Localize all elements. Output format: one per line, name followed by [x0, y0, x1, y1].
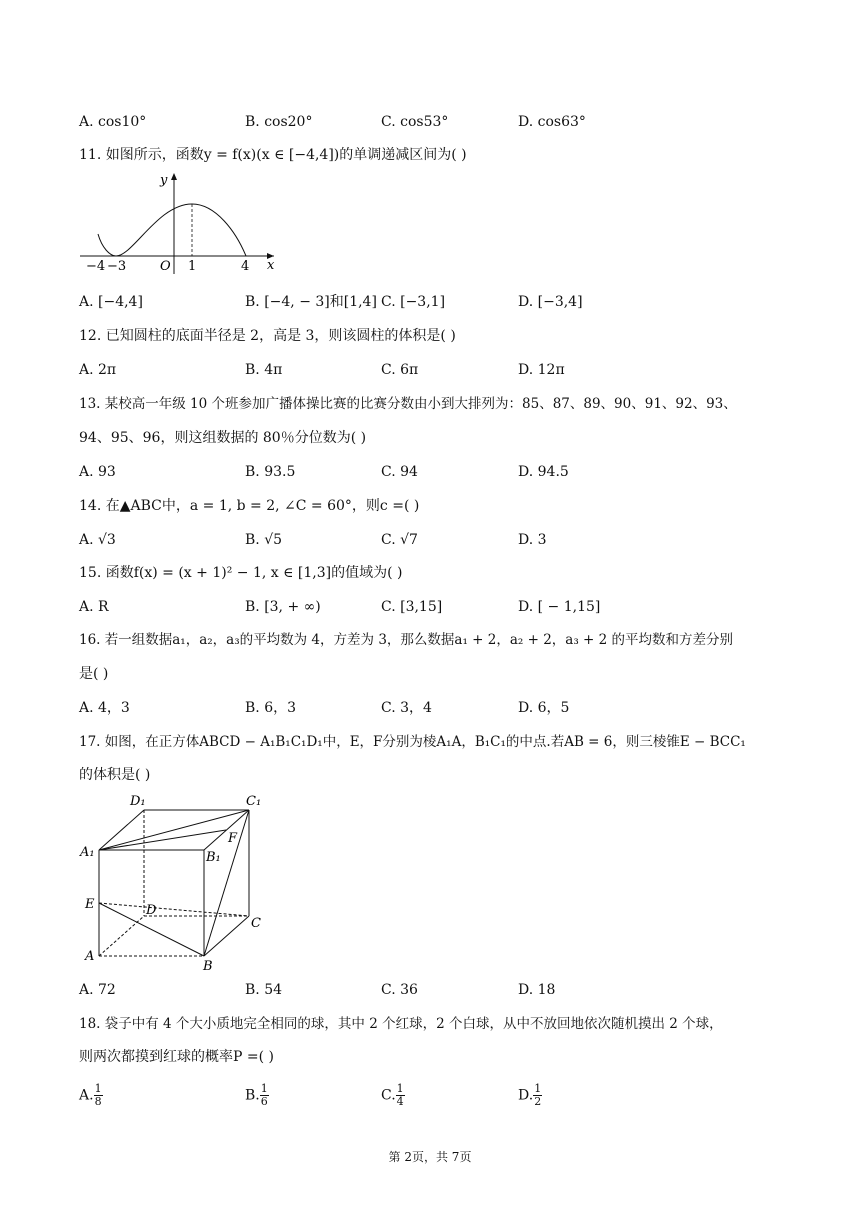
- page-footer: 第 2页，共 7页: [388, 1150, 472, 1164]
- q13-option-d: D. 94.5: [518, 464, 569, 480]
- q17-label-A: A: [85, 949, 95, 964]
- q12-option-d: D. 12π: [518, 362, 565, 378]
- q13-stem-line2: 94、95、96，则这组数据的 80％分位数为( ): [79, 430, 367, 446]
- q11-option-b: B. [−4, − 3]和[1,4]: [245, 294, 377, 310]
- q13-option-c: C. 94: [381, 464, 418, 480]
- q15-option-b: B. [3, + ∞): [245, 599, 321, 615]
- q13-stem-line1: 13. 某校高一年级 10 个班参加广播体操比赛的比赛分数由小到大排列为：85、87、89、90、91、92、93、: [79, 396, 737, 412]
- q14-option-d: D. 3: [518, 532, 547, 548]
- q18-stem-line1: 18. 袋子中有 4 个大小质地完全相同的球，其中 2 个红球，2 个白球，从中不放回地依次随机摸出 2 个球，: [79, 1016, 723, 1032]
- q14-option-b: B. √5: [245, 532, 283, 548]
- q11-option-c: C. [−3,1]: [381, 294, 446, 310]
- q11-stem: 11. 如图所示，函数y = f(x)(x ∈ [−4,4])的单调递减区间为( ): [79, 147, 467, 163]
- q17-option-a: A. 72: [79, 982, 116, 998]
- q15-option-c: C. [3,15]: [381, 599, 443, 615]
- q14-stem: 14. 在▲ABC中，a = 1, b = 2, ∠C = 60°，则c =( ): [79, 498, 420, 514]
- q15-stem: 15. 函数f(x) = (x + 1)² − 1, x ∈ [1,3]的值域为( ): [79, 565, 403, 581]
- q12-option-c: C. 6π: [381, 362, 419, 378]
- q10-option-c: C. cos53°: [381, 114, 449, 130]
- q11-x-label: x: [267, 258, 275, 273]
- q17-cube-figure: [76, 790, 276, 972]
- q11-tick-4: 4: [241, 259, 250, 274]
- q17-option-c: C. 36: [381, 982, 418, 998]
- q17-label-B: B: [203, 959, 213, 972]
- q18-option-a: A. $\frac{1}{8}$: [79, 1082, 102, 1108]
- q11-tick-1: 1: [188, 259, 197, 274]
- q11-y-label: y: [160, 173, 168, 188]
- q16-option-c: C. 3，4: [381, 700, 432, 716]
- q17-label-D1: D₁: [130, 794, 146, 809]
- q18-option-c: C. $\frac{1}{4}$: [381, 1082, 404, 1108]
- q11-function-graph: [78, 170, 278, 278]
- q12-option-b: B. 4π: [245, 362, 283, 378]
- q12-stem: 12. 已知圆柱的底面半径是 2，高是 3，则该圆柱的体积是( ): [79, 328, 456, 344]
- q11-tick-neg3: −3: [107, 259, 127, 274]
- q11-origin-label: O: [160, 259, 171, 274]
- q14-option-a: A. √3: [79, 532, 116, 548]
- q17-label-B1: B₁: [206, 850, 221, 865]
- q11-tick-neg4: −4: [86, 259, 106, 274]
- q18-option-b: B. $\frac{1}{6}$: [245, 1082, 268, 1108]
- q16-option-a: A. 4，3: [79, 700, 130, 716]
- q11-option-a: A. [−4,4]: [79, 294, 143, 310]
- q17-label-D: D: [146, 903, 157, 918]
- q17-option-b: B. 54: [245, 982, 283, 998]
- q13-option-b: B. 93.5: [245, 464, 296, 480]
- q16-stem-line2: 是( ): [79, 666, 109, 682]
- q16-stem-line1: 16. 若一组数据a₁，a₂，a₃的平均数为 4，方差为 3，那么数据a₁ + 2，a₂ + 2，a₃ + 2 的平均数和方差分别: [79, 632, 734, 648]
- q13-option-a: A. 93: [79, 464, 116, 480]
- q10-option-a: A. cos10°: [79, 114, 147, 130]
- q18-option-d: D. $\frac{1}{2}$: [518, 1082, 542, 1108]
- q16-option-d: D. 6，5: [518, 700, 570, 716]
- q15-option-a: A. R: [79, 599, 109, 615]
- q12-option-a: A. 2π: [79, 362, 117, 378]
- q14-option-c: C. √7: [381, 532, 418, 548]
- q10-option-d: D. cos63°: [518, 114, 586, 130]
- q16-option-b: B. 6，3: [245, 700, 297, 716]
- q11-option-d: D. [−3,4]: [518, 294, 583, 310]
- q17-label-F: F: [228, 831, 238, 846]
- q17-label-E: E: [85, 897, 95, 912]
- q17-label-C: C: [251, 916, 261, 931]
- q17-option-d: D. 18: [518, 982, 556, 998]
- q15-option-d: D. [ − 1,15]: [518, 599, 601, 615]
- q17-label-A1: A₁: [80, 845, 95, 860]
- q18-stem-line2: 则两次都摸到红球的概率P =( ): [79, 1049, 274, 1065]
- q17-stem-line1: 17. 如图，在正方体ABCD − A₁B₁C₁D₁中，E，F分别为棱A₁A，B₁C₁的中点.若AB = 6，则三棱锥E − BCC₁: [79, 734, 746, 750]
- q17-label-C1: C₁: [246, 794, 262, 809]
- q17-stem-line2: 的体积是( ): [79, 767, 151, 783]
- q10-option-b: B. cos20°: [245, 114, 313, 130]
